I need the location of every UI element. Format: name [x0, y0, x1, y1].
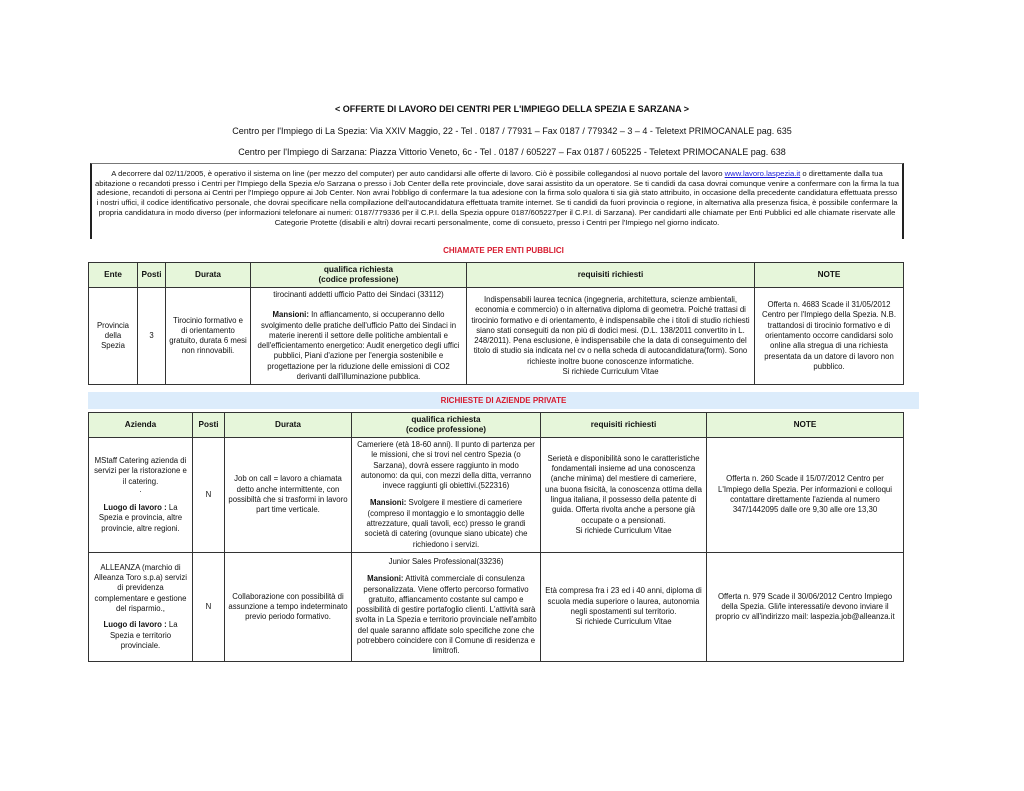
qualifica-mansioni	[254, 310, 463, 382]
cell-requisiti	[541, 438, 707, 553]
section-title-private: RICHIESTE DI AZIENDE PRIVATE	[88, 392, 919, 409]
luogo-label: Luogo di lavoro :	[103, 620, 167, 630]
cell-note: Offerta n. 979 Scade il 30/06/2012 Centro Impiego della Spezia. Gli/le interessati/e devono inviare il proprio cv all'indirizzo mail: laspezia.job@alleanza.it	[707, 552, 904, 661]
section-title-public: CHIAMATE PER ENTI PUBBLICI	[88, 242, 919, 259]
col-posti: Posti	[193, 413, 225, 438]
mansioni-text: Svolgere il mestiere di cameriere (compreso il montaggio e lo smontaggio delle attrezzature, quali tavoli, ecc) presso le grandi società di catering (ovunque siano ubicate) che richiedono i servizi.	[364, 498, 528, 549]
col-qualifica-line2: (codice professione)	[405, 425, 487, 434]
page-title: < OFFERTE DI LAVORO DEI CENTRI PER L'IMPIEGO DELLA SPEZIA E SARZANA >	[334, 104, 689, 114]
azienda-dot: ·	[139, 486, 142, 496]
cell-note: Offerta n. 4683 Scade il 31/05/2012 Centro per l'Impiego della Spezia. N.B. trattandosi di tirocinio formativo e di orientamento occorre candidarsi solo online alla stregua di una richiesta presentata da un datore di lavoro non pubblico.	[755, 288, 904, 385]
luogo-text: La Spezia e territorio provinciale.	[109, 620, 178, 650]
center-la-spezia-info: Centro per l'Impiego di La Spezia: Via XXIV Maggio, 22 - Tel . 0187 / 77931 – Fax 0187 / 779342 – 3 – 4 - Teletext PRIMOCANALE pag. 635	[232, 126, 792, 136]
private-offers-table	[88, 412, 904, 662]
mansioni-text: Attività commerciale di consulenza personalizzata. Viene offerto percorso formativo gratuito, affiancamento costante sul campo e possibilità di gestire portafoglio clienti. L'attività sarà svolta in La Spezia e territorio provinciale nell'ambito del quale saranno affidate solo specifiche zone che potrebbero coincidere con il Comune di residenza e limitrofi.	[355, 574, 537, 656]
col-ente: Ente	[89, 263, 138, 288]
col-qualifica-line2: (codice professione)	[318, 275, 399, 284]
mansioni-text: In affiancamento, si occuperanno dello svolgimento delle pratiche dell'ufficio Patto dei Sindaci in materie inerenti il settore delle politiche ambientali e dell'efficientamento energetico: Audit energetico degli uffici pubblici, Piani d'azione per l'energia sostenibile e progettazione per la riduzione delle emissioni di CO2 derivanti dall'illuminazione pubblica.	[257, 310, 460, 382]
requisiti-cv: Si richiede Curriculum Vitae	[575, 617, 672, 627]
cell-ente: Provincia della Spezia	[89, 288, 138, 385]
table-row	[89, 552, 904, 661]
col-qualifica-line1: qualifica richiesta	[411, 414, 481, 424]
luogo-label: Luogo di lavoro :	[103, 503, 167, 513]
luogo-text: La Spezia e provincia, altre provincie, altre regioni.	[98, 503, 183, 533]
col-requisiti: requisiti richiesti	[467, 263, 755, 288]
qualifica-text: Cameriere (età 18-60 anni). Il punto di partenza per le missioni, che si trovi nel centro Spezia (o Sarzana), dovrà essere raggiunto in modo autonomo: da qui, con mezzi della ditta, verranno invece raggiunti gli obiettivi.(522316)	[357, 440, 535, 491]
cell-qualifica	[352, 552, 541, 661]
table-header-row	[89, 263, 904, 288]
mansioni-label: Mansioni:	[272, 310, 309, 320]
col-note: NOTE	[755, 263, 904, 288]
notice-text-end: o direttamente dalla tua abitazione o recandoti presso i Centri per l'Impiego della Spezia e/o Sarzana o presso i Job Center della rete provinciale, dove sarai assistito da un operatore. Se ti candidi da casa dovrai comunque venire a confermare con la firma la tua adesione, recandoti di persona ai Centri per l'Impiego oppure ai Job Center. Non avrai l'obbligo di confermare la tua adesione con la firma solo qualora ti sia già stato attribuito, in occasione della precedente candidatura effettuata presso i nostri uffici, il codice identificativo personale, che dovrai specificare nella compilazione dell'autocandidatura effettuata tramite internet. Se ti candidi da fuori provincia o regione, in alternativa alla presenza fisica, è possibile confermare la propria candidatura in modo diverso (per informazioni telefonare ai numeri: 0187/779336 per il C.P.I. della Spezia oppure 0187/605227per il C.P.I. di Sarzana). Per candidarti alle chiamate per Enti Pubblici ed alle chiamate riservate alle Categorie Protette (disabili e altri) dovrai recarti personalmente, come di consueto, presso i Centri per l'Impiego nel giorno indicato.	[95, 169, 899, 227]
col-qualifica	[352, 413, 541, 438]
cell-posti: 3	[138, 288, 166, 385]
public-offers-table	[88, 262, 904, 385]
mansioni-label: Mansioni:	[369, 498, 407, 508]
col-posti: Posti	[138, 263, 166, 288]
center-sarzana-info: Centro per l'Impiego di Sarzana: Piazza Vittorio Veneto, 6c - Tel . 0187 / 605227 – Fax 0187 / 605225 - Teletext PRIMOCANALE pag. 638	[238, 147, 786, 157]
cell-posti: N	[193, 438, 225, 553]
requisiti-cv: Si richiede Curriculum Vitae	[575, 525, 672, 535]
qualifica-mansioni	[355, 574, 537, 656]
cell-durata: Job on call = lavoro a chiamata detto anche intermittente, con possibiltà che si trasformi in lavoro part time verticale.	[225, 438, 352, 553]
col-durata: Durata	[225, 413, 352, 438]
portal-link[interactable]: www.lavoro.laspezia.it	[724, 169, 801, 178]
requisiti-text: Indispensabili laurea tecnica (ingegneria, architettura, scienze ambientali, economia e commercio) o in alternativa diploma di geometra. Poiché trattasi di tirocinio formativo e di orientamento, è indispensabile che i titoli di studio richiesti siano stati conseguiti da non più di dodici mesi. (D.L. 138/2011 convertito in L. 248/2011). Pena esclusione, è indispensabile che la data di conseguimento del titolo di studio sia indicata nel cv o nella scheda di autocandidatura(form). Sono richieste inoltre buone conoscenze informatiche.	[471, 295, 750, 366]
mansioni-label: Mansioni:	[367, 574, 404, 584]
cell-durata: Tirocinio formativo e di orientamento gratuito, durata 6 mesi non rinnovabili.	[166, 288, 251, 385]
col-durata: Durata	[166, 263, 251, 288]
col-qualifica-line1: qualifica richiesta	[323, 264, 394, 274]
azienda-luogo	[92, 503, 189, 534]
requisiti-text: Serietà e disponibilità sono le caratteristiche fondamentali insieme ad una conoscenza (anche minima) del mestiere di cameriere, una buona fisicità, la conoscenza ottima della lingua italiana, il possesso della patente di guida. Offerta rivolta anche a persone già occupate o a pensionati.	[545, 453, 702, 525]
cell-durata: Collaborazione con possibilità di assunzione a tempo indeterminato previo periodo formativo.	[225, 552, 352, 661]
cell-azienda	[89, 438, 193, 553]
requisiti-text: Età compresa fra i 23 ed i 40 anni, diploma di scuola media superiore o laurea, autonomia negli spostamenti sul territorio.	[545, 586, 702, 616]
table-header-row	[89, 413, 904, 438]
azienda-name: MStaff Catering azienda di servizi per la ristorazione e il catering.	[94, 455, 187, 486]
cell-posti: N	[193, 552, 225, 661]
cell-azienda	[89, 552, 193, 661]
qualifica-mansioni	[355, 498, 537, 549]
table-row	[89, 438, 904, 553]
azienda-luogo	[92, 620, 189, 651]
col-requisiti: requisiti richiesti	[541, 413, 707, 438]
table-row	[89, 288, 904, 385]
col-qualifica	[251, 263, 467, 288]
requisiti-cv: Si richiede Curriculum Vitae	[562, 367, 659, 377]
col-note: NOTE	[707, 413, 904, 438]
azienda-name: ALLEANZA (marchio di Alleanza Toro s.p.a) servizi di previdenza complementare e gestione del risparmio.,	[93, 562, 188, 613]
notice-text-start: A decorrere dal 02/11/2005, è operativo il sistema on line (per mezzo del computer) per auto candidarsi alle offerte di lavoro. Ciò è possibile collegandosi al nuovo portale del lavoro	[111, 169, 725, 178]
qualifica-title: tirocinanti addetti ufficio Patto dei Sindaci (33112)	[273, 290, 444, 299]
online-application-notice	[90, 163, 904, 239]
cell-requisiti	[467, 288, 755, 385]
cell-qualifica	[251, 288, 467, 385]
cell-note: Offerta n. 260 Scade il 15/07/2012 Centro per L'Impiego della Spezia. Per informazioni e colloqui contattare direttamente l'azienda al numero 347/1442095 dalle ore 9,30 alle ore 13,30	[707, 438, 904, 553]
qualifica-title: Junior Sales Professional(33236)	[388, 556, 504, 566]
cell-qualifica	[352, 438, 541, 553]
cell-requisiti	[541, 552, 707, 661]
col-azienda: Azienda	[89, 413, 193, 438]
